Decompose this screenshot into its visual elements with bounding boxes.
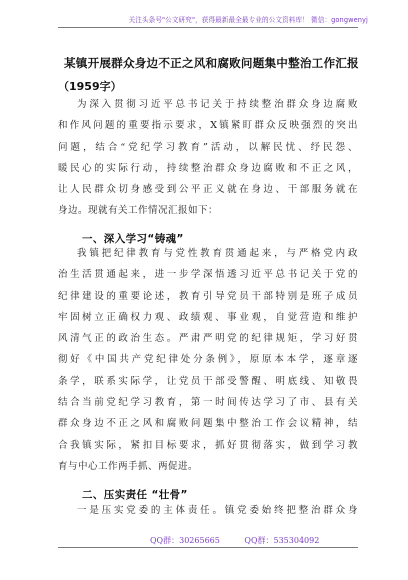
text-line: 暖民心的实际行动，持续整治群众身边腐败和不正之风， bbox=[58, 162, 358, 174]
text-line: 牢固树立正确权力观、政绩观、事业观，自觉营造和维护 bbox=[58, 311, 358, 323]
word-count: （1959字） bbox=[58, 80, 122, 93]
text-line: 让人民群众切身感受到公平正义就在身边、干部服务就在 bbox=[58, 184, 358, 196]
text-line: 为深入贯彻习近平总书记关于持续整治群众身边腐败 bbox=[77, 99, 358, 110]
text-line: 合我镇实际，紧扣目标要求，抓好贯彻落实，做到学习教 bbox=[58, 439, 358, 451]
footer-divider bbox=[58, 547, 358, 548]
intro-paragraph bbox=[58, 94, 358, 222]
section1-paragraph bbox=[58, 243, 358, 477]
text-line: 一是压实党委的主体责任。镇党委始终把整治群众身 bbox=[77, 505, 358, 516]
document-title: 某镇开展群众身边不正之风和腐败问题集中整治工作汇报 bbox=[64, 56, 359, 70]
text-line: 彻好《中国共产党纪律处分条例》，原原本本学，逐章逐 bbox=[58, 354, 358, 366]
text-line: 身边。现就有关工作情况汇报如下： bbox=[58, 205, 219, 217]
text-line: 结合当前党纪学习教育，第一时间传达学习了市、县有关 bbox=[58, 397, 358, 409]
text-line: 问题，结合“党纪学习教育”活动，以解民忧、纾民怨、 bbox=[58, 141, 358, 153]
qq-group-2: QQ群：535304092 bbox=[244, 536, 320, 545]
footer-qq-groups bbox=[150, 535, 341, 546]
header-divider bbox=[58, 27, 358, 28]
section2-paragraph bbox=[58, 500, 358, 521]
section-heading-1: 一、深入学习“铸魂” bbox=[82, 233, 184, 245]
text-line: 育与中心工作两手抓、两促进。 bbox=[58, 460, 199, 472]
text-line: 治生活贯通起来，进一步学深悟透习近平总书记关于党的 bbox=[58, 269, 358, 281]
header-banner: 关注头条号"公文研究"，获得最新最全最专业的公文资料库！ 微信：gongwenyj bbox=[128, 16, 368, 24]
text-line: 和作风问题的重要指示要求，X镇紧盯群众反映强烈的突出 bbox=[58, 120, 358, 132]
text-line: 群众身边不正之风和腐败问题集中整治工作会议精神，结 bbox=[58, 418, 358, 430]
text-line: 我镇把纪律教育与党性教育贯通起来，与严格党内政 bbox=[77, 248, 358, 259]
qq-group-1: QQ群：30265665 bbox=[150, 536, 220, 545]
text-line: 风清气正的政治生态。严肃严明党的纪律规矩，学习好贯 bbox=[58, 333, 358, 345]
text-line: 条学，联系实际学，让党员干部受警醒、明底线、知敬畏 bbox=[58, 375, 358, 387]
section-heading-2: 二、压实责任 “壮骨” bbox=[82, 489, 188, 501]
text-line: 纪律建设的重要论述，教育引导党员干部特别是班子成员 bbox=[58, 290, 358, 302]
